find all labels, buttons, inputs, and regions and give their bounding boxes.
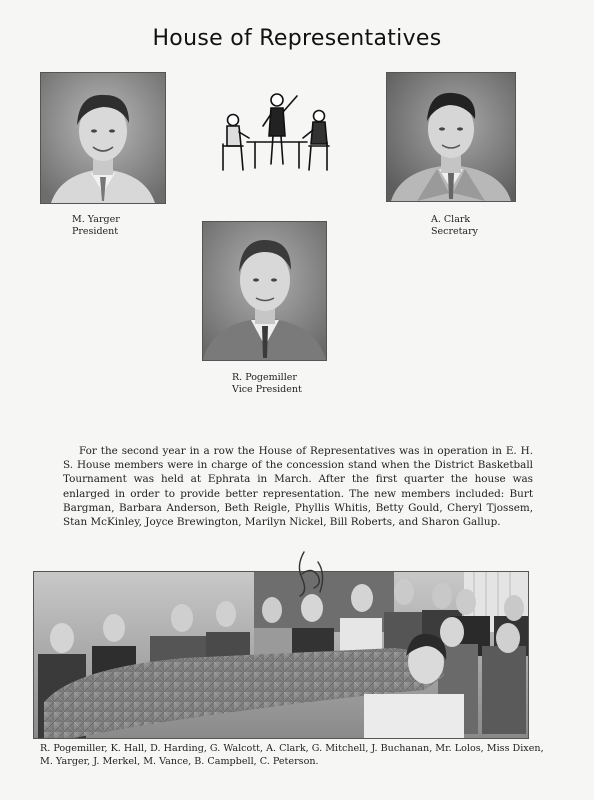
officer-name: A. Clark xyxy=(431,214,471,225)
officer-caption-clark xyxy=(431,214,478,238)
group-photo xyxy=(33,571,529,739)
page-title: House of Representatives xyxy=(152,26,442,51)
portrait-pogemiller xyxy=(202,221,327,361)
officer-name: M. Yarger xyxy=(72,214,120,225)
officer-role: Secretary xyxy=(431,226,479,237)
officer-name: R. Pogemiller xyxy=(232,372,297,383)
officer-role: President xyxy=(72,226,119,237)
officer-role: Vice President xyxy=(232,384,302,395)
group-photo-caption: R. Pogemiller, K. Hall, D. Harding, G. Walcott, A. Clark, G. Mitchell, J. Buchanan, Mr. Lolos, Miss Dixen, M. Yarger, J. Merkel, M. Vance, B. Campbell, C. Peterson. xyxy=(40,743,544,768)
meeting-cartoon-icon xyxy=(215,86,333,176)
portrait-clark xyxy=(386,72,516,202)
portrait-yarger xyxy=(40,72,166,204)
article-paragraph: For the second year in a row the House of Representatives was in operation in E. H. S. House members were in charge of the concession stand when the District Basketball Tournament was held at Ephrata in March. After the first quarter the house was enlarged in order to provide better representation. The new members included: Burt Bargman, Barbara Anderson, Beth Reigle, Phyllis Whitis, Betty Gould, Cheryl Tjossem, Stan McKinley, Joyce Brewington, Marilyn Nickel, Bill Roberts, and Sharon Gallup. xyxy=(63,445,533,529)
handwritten-signature xyxy=(292,548,332,602)
officer-caption-pogemiller xyxy=(232,372,302,396)
officer-caption-yarger xyxy=(72,214,120,238)
